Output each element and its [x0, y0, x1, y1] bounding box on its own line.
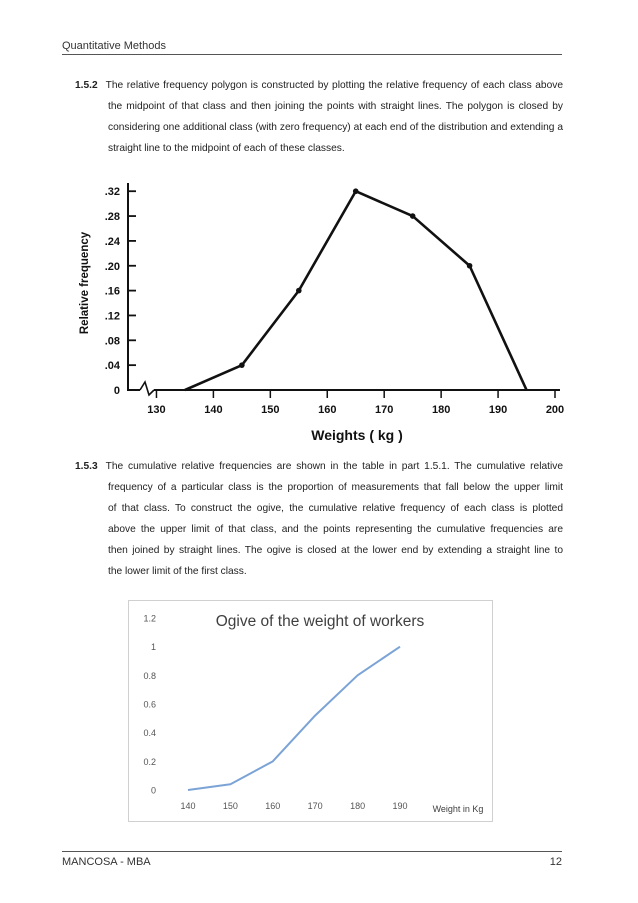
footer-program: MANCOSA - MBA — [62, 856, 151, 868]
chart2-y-tick-label: 0.8 — [143, 670, 156, 681]
chart2-x-tick-label: 190 — [392, 801, 408, 811]
chart2-x-tick-label: 160 — [265, 801, 281, 811]
chart1-data-point — [410, 213, 416, 219]
chart1-y-tick-label: .12 — [104, 310, 120, 323]
chart1-x-tick-label: 190 — [488, 404, 508, 416]
chart1-y-tick-label: 0 — [113, 385, 120, 397]
para-line — [75, 456, 563, 477]
para-line: frequency of a particular class is the proportion of measurements that fall below the upper limit — [108, 482, 563, 493]
chart2-y-tick-label: 0.2 — [143, 756, 156, 767]
chart1-data-point — [296, 288, 302, 294]
para-line: above the upper limit of that class, and the points representing the cumulative frequencies are — [108, 524, 563, 535]
chart2-y-tick-label: 0.6 — [143, 699, 156, 710]
chart2-y-tick-label: 1.2 — [143, 613, 156, 624]
chart1-x-tick-label: 170 — [375, 404, 394, 416]
chart1-y-tick-label: .16 — [104, 285, 120, 298]
chart2-x-tick-label: 150 — [222, 801, 238, 811]
chart1-x-tick-label: 140 — [204, 404, 223, 416]
chart1-x-tick-label: 130 — [147, 404, 166, 416]
chart1-y-tick-label: .28 — [104, 211, 120, 224]
chart2-frame — [129, 601, 493, 822]
chart2-title: Ogive of the weight of workers — [215, 613, 425, 630]
section-number: 1.5.3 — [75, 461, 98, 472]
chart1-x-tick-label: 160 — [318, 404, 337, 416]
ogive-chart — [128, 600, 493, 822]
para-line: considering one additional class (with zero frequency) at each end of the distribution and extending a — [108, 122, 563, 133]
chart1-x-tick-label: 180 — [431, 404, 451, 416]
chart2-x-tick-label: 170 — [307, 801, 323, 811]
chart1-x-axis-label: Weights ( kg ) — [311, 427, 403, 443]
para-line: of that class. To construct the ogive, the cumulative relative frequency of each class is plotted — [108, 503, 563, 514]
chart1-data-point — [353, 188, 359, 194]
para-line: straight line to the midpoint of each of these classes. — [108, 143, 345, 154]
chart2-y-tick-label: 0.4 — [143, 728, 156, 739]
chart1-axes — [128, 183, 560, 395]
footer-divider — [62, 851, 562, 852]
chart1-axis-break — [140, 382, 154, 395]
chart1-y-axis-label: Relative frequency — [79, 231, 91, 335]
para-line: the midpoint of that class and then joining the points with straight lines. The polygon is closed by — [108, 101, 563, 112]
chart1-y-tick-label: .24 — [104, 235, 120, 248]
para-line: then joined by straight lines. The ogive is closed at the lower end by extending a straight line to — [108, 545, 563, 556]
para-text: The cumulative relative frequencies are shown in the table in part 1.5.1. The cumulative relative — [105, 461, 563, 472]
chart1-x-tick-label: 150 — [261, 404, 280, 416]
chart2-y-tick-label: 0 — [150, 785, 156, 796]
chart1-series — [185, 188, 527, 390]
chart2-x-tick-label: 140 — [180, 801, 196, 811]
paragraph-1-5-2 — [75, 75, 563, 159]
chart2-x-tick-label: 180 — [350, 801, 366, 811]
chart1-y-tick-label: .04 — [104, 360, 120, 373]
para-line: the lower limit of the first class. — [108, 566, 247, 577]
chart1-series-line — [185, 191, 527, 390]
chart2-x-axis-label: Weight in Kg — [432, 804, 484, 814]
chart1-data-point — [467, 263, 473, 269]
page-number: 12 — [549, 856, 562, 868]
chart1-y-tick-label: .08 — [104, 335, 120, 348]
running-header: Quantitative Methods — [62, 40, 166, 52]
header-divider — [62, 54, 562, 55]
chart1-y-tick-label: .20 — [104, 260, 120, 273]
chart1-y-ticks — [105, 186, 136, 397]
para-text: The relative frequency polygon is constructed by plotting the relative frequency of each class above — [105, 80, 563, 91]
chart1-data-point — [239, 362, 245, 368]
paragraph-1-5-3 — [75, 456, 563, 582]
chart1-x-ticks — [147, 390, 564, 416]
para-line — [75, 75, 563, 96]
relative-frequency-polygon-chart — [70, 175, 570, 445]
chart2-y-tick-label: 1 — [150, 642, 156, 653]
section-number: 1.5.2 — [75, 80, 98, 91]
chart1-y-tick-label: .32 — [104, 186, 120, 199]
chart1-x-tick-label: 200 — [545, 404, 565, 416]
